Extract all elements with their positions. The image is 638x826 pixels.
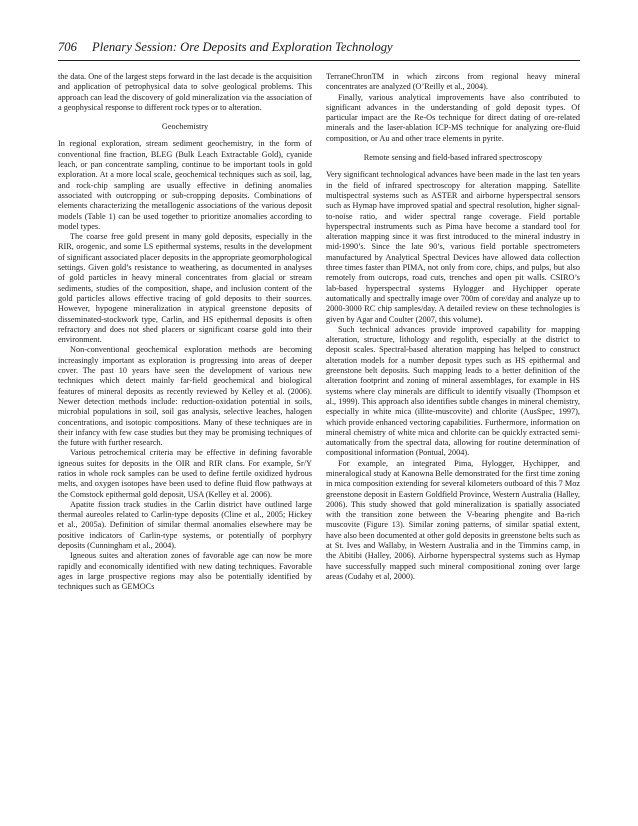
body-paragraph: Finally, various analytical improvements have also contributed to significant advances in the understanding of gold deposit types. Of particular impact are the Re-Os technique for direct dating of ore-related minerals and the laser-ablation ICP-MS technique for analyzing ore-fluid composition, or Au and other trace elements in pyrite. [326,92,580,143]
right-column [326,72,580,582]
body-paragraph: the data. One of the largest steps forward in the last decade is the acquisition and application of petrophysical data to solve geological problems. This approach can lead the discovery of gold mineralization via the association of a geophysical response to different rock types or to alteration. [58,72,312,112]
body-paragraph: Non-conventional geochemical exploration methods are becoming increasingly important as exploration is progressing into areas of deeper cover. The past 10 years have seen the development of various new techniques which detect mainly far-field geochemical and biological features of mineral deposits as recently reviewed by Kelley et al. (2006). Newer detection methods include: reduction-oxidation potential in soils, microbial populations in soil, soil gas analysis, selective leaches, halogen concentrations, and isotopic compositions. Many of these techniques are in their infancy with few case studies but they may be promising techniques of the future with further research. [58,345,312,448]
body-paragraph: For example, an integrated Pima, Hylogger, Hychipper, and mineralogical study at Kanowna Belle demonstrated for the first time zoning in mica composition extending for several kilometers outboard of this 7 Moz greenstone deposit in Eastern Goldfield Province, Western Australia (Halley, 2006). This study showed that gold mineralization is spatially associated with the transition zone between the V-bearing phengite and Ba-rich muscovite (Figure 13). Similar zoning patterns, of similar spatial extent, have also been documented at other gold deposits in greenstone belts such as at St. Ives and Wallaby, in Western Australia and in the Timmins camp, in the Abitibi (Halley, 2006). Airborne hyperspectral systems such as Hymap have successfully mapped such mineral compositional zoning over large areas (Cudahy et al, 2000). [326,458,580,581]
body-paragraph: In regional exploration, stream sediment geochemistry, in the form of conventional fine fraction, BLEG (Bulk Leach Extractable Gold), cyanide leach, or pan concentrate sampling, continue to be important tools in gold exploration. At a more local scale, geochemical techniques such as soil, lag, and rock-chip sampling are usually effective in defining anomalies associated with outcropping or sub-cropping deposits. Combinations of elements characterizing the metallogenic associations of the various deposit models (Table 1) can be used together to prioritize anomalies according to model types. [58,139,312,231]
page-number: 706 [58,40,77,54]
body-paragraph: Apatite fission track studies in the Carlin district have outlined large thermal aureoles related to Carlin-type deposits (Cline et al., 2005; Hickey et al., 2005a). Definition of similar thermal anomalies elsewhere may be positive indicators of Carlin-type systems, or potentially of porphyry deposits (Cunningham et al., 2004). [58,499,312,551]
section-heading: Remote sensing and field-based infrared spectroscopy [363,153,543,163]
body-paragraph: Various petrochemical criteria may be effective in defining favorable igneous suites for deposits in the OIR and RIR clans. For example, Sr/Y ratios in whole rock samples can be used to define fertile oxidized hydrous melts, and oxygen isotopes have been used to define fluid flow pathways at the Comstock epithermal gold deposit, USA (Kelley et al. 2006). [58,448,312,499]
body-paragraph: Igneous suites and alteration zones of favorable age can now be more rapidly and economically identified with new dating techniques. Favorable ages in large prospective regions may also be potentially identified by techniques such as GEMOCs [58,551,312,592]
left-column [58,72,312,593]
running-title: Plenary Session: Ore Deposits and Exploration Technology [92,40,393,54]
body-paragraph: Such technical advances provide improved capability for mapping alteration, structure, lithology and regolith, especially at the district to deposit scales. Spectral-based alteration mapping has helped to construct alteration models for a number deposit types such as HS epithermal and greenstone belt deposits. Such mapping leads to a better definition of the alteration footprint and zoning of mineral assemblages, for example in HS systems where clay minerals are difficult to identify visually (Thompson et al., 1999). This approach also identifies subtle changes in mineral chemistry, especially in white mica (illite-muscovite) and chlorite (AusSpec, 1997), which provide enhanced vectoring capabilities. Furthermore, information on mineral chemistry of white mica and chlorite can be quickly extracted semi-automatically from the spectral data, allowing for routine determination of compositional information (Pontual, 2004). [326,324,580,458]
body-paragraph: TerraneChronTM in which zircons from regional heavy mineral concentrates are analyzed (O’Reilly et al., 2004). [326,72,580,92]
body-paragraph: The coarse free gold present in many gold deposits, especially in the RIR, orogenic, and some LS epithermal systems, results in the development of significant associated placer deposits in the appropriate geomorphological settings. Given gold’s resistance to weathering, as documented in analyses of gold particles in heavy mineral concentrates from glacial or stream sediments, studies of the composition, shape, and inclusion content of the gold particles allows effective tracing of gold deposits to their sources. However, hypogene mineralization in atypical greenstone deposits of disseminated-stockwork type, Carlin, and HS epithermal deposits is often refractory and does not shed placers or significant coarse gold into their environment. [58,232,312,345]
section-heading: Geochemistry [161,122,209,132]
body-paragraph: Very significant technological advances have been made in the last ten years in the field of infrared spectroscopy for alteration mapping. Satellite multispectral systems such as ASTER and airborne hyperspectral sensors such as Hymap have improved spatial and spectral resolution, higher signal-to-noise ratio, and wider spectral range coverage. Field portable hyperspectral instruments such as Pima have become a standard tool for alteration mapping since it was first introduced to the mineral industry in mid-1990’s. Since the late 90’s, various field portable spectrometers manufactured by Analytical Spectral Devices have allowed data collection three times faster than PIMA, not only from core, chips, and pulps, but also remotely from outcrops, road cuts, trenches and open pit walls. CSIRO’s lab-based hyperspectral systems Hylogger and Hychipper operate automatically and spectrally image over 700m of core/day and analyze up to 2000-3000 RC chip samples/day. A detailed review on these technologies is given by Agar and Coulter (2007, this volume). [326,170,580,324]
header-rule [58,60,580,61]
running-header [58,40,578,55]
